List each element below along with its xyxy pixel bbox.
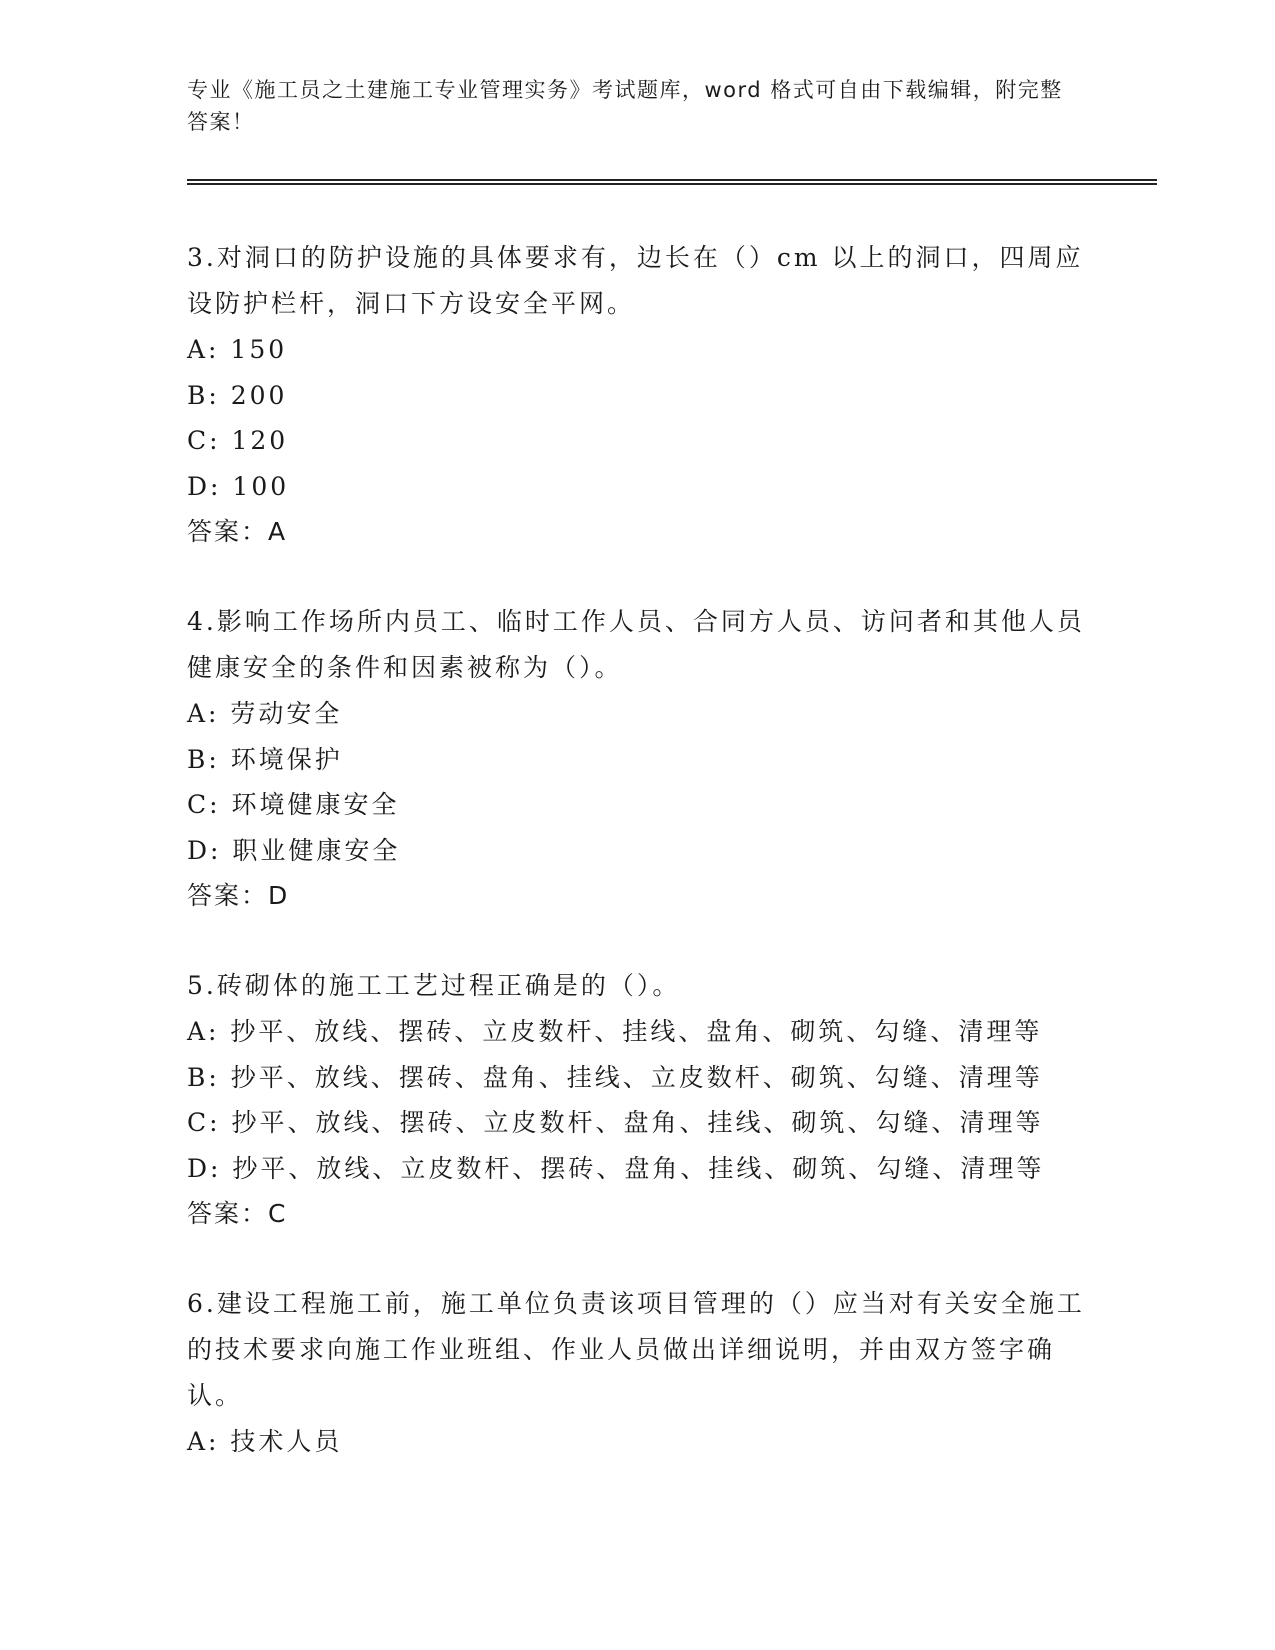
option-a: A: 抄平、放线、摆砖、立皮数杆、挂线、盘角、砌筑、勾缝、清理等 bbox=[187, 1017, 1043, 1046]
option-d: D: 职业健康安全 bbox=[187, 835, 401, 865]
spacer bbox=[187, 555, 1087, 599]
spacer bbox=[187, 1237, 1087, 1281]
question-stem: 6.建设工程施工前，施工单位负责该项目管理的（）应当对有关安全施工的技术要求向施工作业班组、作业人员做出详细说明，并由双方签字确认。 bbox=[187, 1289, 1085, 1410]
option-b: B: 抄平、放线、摆砖、盘角、挂线、立皮数杆、砌筑、勾缝、清理等 bbox=[187, 1062, 1043, 1092]
answer-line: 答案：D bbox=[187, 881, 290, 910]
option-c: C: 环境健康安全 bbox=[187, 790, 400, 819]
option-d: D: 100 bbox=[187, 471, 290, 501]
question-4 bbox=[187, 599, 1087, 919]
question-3 bbox=[187, 235, 1087, 555]
question-stem: 3.对洞口的防护设施的具体要求有，边长在（）cm 以上的洞口，四周应设防护栏杆，洞口下方设安全平网。 bbox=[187, 243, 1084, 318]
question-stem: 4.影响工作场所内员工、临时工作人员、合同方人员、访问者和其他人员健康安全的条件和因素被称为（）。 bbox=[187, 607, 1085, 682]
option-c: C: 120 bbox=[187, 426, 289, 455]
question-5 bbox=[187, 963, 1087, 1237]
document-intro: 专业《施工员之土建施工专业管理实务》考试题库，word 格式可自由下载编辑，附完整答案！ bbox=[187, 78, 1063, 134]
spacer bbox=[187, 919, 1087, 963]
option-b: B: 环境保护 bbox=[187, 744, 343, 774]
answer-line: 答案：C bbox=[187, 1199, 288, 1228]
option-b: B: 200 bbox=[187, 380, 288, 410]
option-c: C: 抄平、放线、摆砖、立皮数杆、盘角、挂线、砌筑、勾缝、清理等 bbox=[187, 1108, 1044, 1137]
option-a: A: 技术人员 bbox=[187, 1427, 343, 1456]
option-a: A: 劳动安全 bbox=[187, 699, 343, 728]
double-divider bbox=[187, 179, 1157, 185]
question-6 bbox=[187, 1281, 1087, 1465]
answer-line: 答案：A bbox=[187, 517, 288, 546]
question-stem: 5.砖砌体的施工工艺过程正确是的（）。 bbox=[187, 971, 681, 1000]
question-list bbox=[187, 235, 1087, 1465]
option-d: D: 抄平、放线、立皮数杆、摆砖、盘角、挂线、砌筑、勾缝、清理等 bbox=[187, 1153, 1045, 1183]
option-a: A: 150 bbox=[187, 335, 288, 364]
